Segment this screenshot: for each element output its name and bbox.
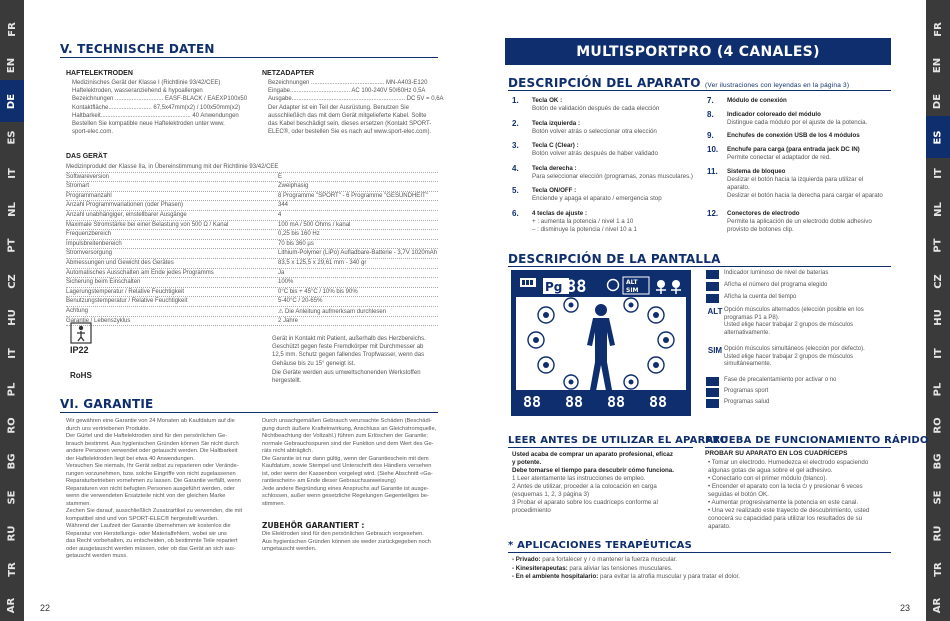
- spec-row: [66, 278, 438, 288]
- spec-key: Benutzungstemperatur / Relative Feuchtigkeit: [66, 298, 188, 305]
- spec-row: [66, 182, 438, 192]
- language-tab-label: SE: [6, 489, 18, 505]
- language-tab-label: ES: [932, 129, 944, 145]
- test-line: • Aumentar progresivamente la potencia en este canal.: [708, 499, 859, 506]
- item-description: Deslizar el botón hacia la derecha para cargar el aparato: [727, 192, 883, 199]
- spec-row: [66, 173, 438, 183]
- warranty-line: durch uns vertriebenen Produkte.: [66, 425, 151, 432]
- item-title: Tecla izquierda :: [532, 120, 581, 127]
- accessory-line: Die Elektroden sind für den persönlichen Gebrauch vorgesehen.: [262, 531, 424, 537]
- language-tab-label: AR: [6, 597, 18, 613]
- device-item: [707, 168, 897, 198]
- spec-key: Lagerungstemperatur / Relative Feuchtigkeit: [66, 288, 185, 295]
- item-number: 12.: [707, 209, 719, 218]
- spec-value: 0°C bis + 45°C / 10% bis 90%: [278, 288, 358, 295]
- language-tab-label: PT: [932, 237, 944, 253]
- item-number: 8.: [707, 110, 714, 119]
- item-title: Tecla C (Clear) :: [532, 142, 579, 149]
- accessory-line: umgetauscht werden.: [262, 546, 317, 552]
- accessory-line: Aus hygienischen Gründen können sie weder zurückgegeben noch: [262, 538, 431, 545]
- svg-text:Pg: Pg: [545, 280, 563, 294]
- spec-value: 2 Jahre: [278, 317, 299, 324]
- language-tab-label: FR: [6, 21, 18, 37]
- language-tab-label: SE: [932, 489, 944, 505]
- spec-value: 4: [278, 211, 282, 218]
- svg-text:88: 88: [566, 277, 587, 297]
- haftelektroden-line: sport-elec.com.: [72, 129, 114, 136]
- health-icon: [706, 399, 719, 408]
- language-tab-label: RU: [6, 525, 18, 541]
- item-number: 5.: [512, 186, 519, 195]
- warranty-line: rantieschein» am Ende dieser Gebrauchsanweisung): [262, 478, 396, 484]
- page-number-right: 23: [900, 603, 911, 613]
- spec-key: Stromart: [66, 183, 90, 190]
- legend-text: Afícha el número del programa elegido: [724, 282, 828, 288]
- item-description: aparato.: [727, 184, 750, 191]
- test-subtitle: PROBAR SU APARATO EN LOS CUADRÍCEPS: [705, 450, 848, 457]
- symbol-text-line: hergestellt.: [272, 378, 302, 385]
- warranty-line: Wir gewähren eine Garantie von 24 Monaten ab Kaufdatum auf die: [66, 418, 235, 424]
- language-tab-label: RU: [932, 525, 944, 541]
- spec-key: Stromversorgung: [66, 250, 113, 257]
- item-description: – : disminuye la potencia / nivel 10 a 1: [532, 226, 637, 233]
- language-tab-ar[interactable]: [0, 584, 24, 621]
- application-label: - Kinesiterapeutas:: [512, 564, 568, 572]
- item-description: Deslizar el botón hacia la izquierda para utilizar el: [727, 176, 864, 183]
- spec-row: [66, 249, 438, 259]
- spec-row: [66, 297, 438, 307]
- desc-title-text: DESCRIPCIÓN DEL APARATO: [508, 76, 701, 90]
- program-icon: [706, 282, 719, 291]
- warranty-line: wenn die verwendeten Ersatzteile nicht von der gleichen Marke: [66, 493, 226, 499]
- haftelektroden-line: Bestellen Sie kompatible neue Haftelektroden unter www.: [72, 121, 225, 127]
- device-spec-table: [66, 163, 438, 326]
- language-tab-label: FR: [932, 21, 944, 37]
- geraet-title: DAS GERÄT: [66, 153, 108, 160]
- item-description: Para seleccionar elección (programas, zonas musculares.): [532, 173, 693, 180]
- language-tab-label: IT: [932, 347, 944, 359]
- symbol-text-line: Die Geräte werden aus umweltschonenden Werkstoffen: [272, 370, 421, 376]
- netzadapter-line: das Kabel beschädigt sein, dieses ersetzen (Kontakt SPORT-: [268, 121, 432, 127]
- read-line: procedimiento: [512, 507, 551, 514]
- section-rule: [508, 266, 891, 267]
- application-text: para aliviar las tensiones musculares.: [567, 564, 673, 572]
- warranty-line: andere Personen verwendet oder getauscht werden. Die Haltbarkeit: [66, 448, 238, 454]
- section-rule: [508, 447, 693, 448]
- item-title: Enchufe para carga (para entrada jack DC IN): [727, 146, 860, 153]
- warranty-line: Kaufdatum, sowie Stempel und Unterschrift des Händlers versehen: [262, 463, 432, 469]
- spec-row: [66, 317, 438, 327]
- haftelektroden-line: Haftelektroden, wasseranziehend & hypoallergen: [72, 88, 203, 95]
- spec-row: [66, 221, 438, 231]
- spec-value: 100%: [278, 279, 294, 286]
- item-number: 6.: [512, 209, 519, 218]
- language-tab-label: EN: [932, 57, 944, 73]
- language-tab-ar[interactable]: [926, 584, 950, 621]
- language-tab-label: EN: [6, 57, 18, 73]
- warranty-line: stimmen.: [262, 500, 286, 507]
- warranty-line: normale Gebrauchsspuren sind der Funktion und dem Wert des Ge-: [262, 440, 434, 447]
- language-tab-label: AR: [932, 597, 944, 613]
- legend-text: programas P1 a P8).: [724, 314, 780, 321]
- warranty-line: getauscht werden muss.: [66, 553, 128, 559]
- legend-text: Opción músculos alternados (elección posible en los: [724, 307, 864, 313]
- item-title: Tecla derecha :: [532, 165, 577, 172]
- application-text: para fortalecer y / o mantener la fuerza muscular.: [540, 556, 678, 563]
- language-tab-label: HU: [932, 308, 944, 326]
- symbol-text-line: Gehäuse bis zu 15° geneigt ist.: [272, 360, 356, 367]
- item-title: 4 teclas de ajuste :: [532, 210, 588, 217]
- test-line: seguidas el botón OK.: [708, 491, 769, 498]
- language-tab-label: ES: [6, 129, 18, 145]
- warranty-line: Durch unsachgemäßen Gebrauch verursachte Schäden (Beschädi-: [262, 418, 432, 424]
- item-description: provisto de botones clip.: [727, 226, 794, 233]
- warranty-line: Die Garantie ist nur dann gültig, wenn der Garantieschein mit dem: [262, 455, 429, 462]
- netzadapter-line: Bezeichnungen ............................................ MN-A403-E120: [268, 80, 428, 86]
- spec-row: [66, 269, 438, 279]
- spec-row: [66, 192, 438, 202]
- item-number: 2.: [512, 119, 519, 128]
- section-title-leer: LEER ANTES DE UTILIZAR EL APARATO: [508, 435, 729, 446]
- legend-text: Indicador luminoso de nivel de baterías: [724, 270, 829, 276]
- warranty-line: Versuchen Sie niemals, Ihr Gerät selbst zu reparieren oder Verände-: [66, 463, 239, 469]
- item-description: Botón volver atrás o seleccionar otra elección: [532, 128, 657, 135]
- language-tab-label: IT: [6, 347, 18, 359]
- item-title: Tecla OK :: [532, 97, 563, 104]
- spec-value: Lithium-Polymer (LiPo) Aufladbare-Batterie - 3,7V 1020mAh: [278, 250, 438, 257]
- haftelektroden-line: Bezeichnungen ............................. EASF-BLACK / EAEXP100x50: [72, 96, 248, 103]
- spec-value: 70 bis 360 µs: [278, 240, 314, 247]
- device-item: [707, 210, 897, 240]
- language-tab-label: CZ: [6, 273, 18, 289]
- sim-icon: SIM: [707, 346, 723, 355]
- warranty-line: stammen.: [66, 500, 91, 507]
- language-tab-label: IT: [932, 167, 944, 179]
- warranty-line: Reparaturen von nicht befugten Personen ausgeführt werden, oder: [66, 485, 235, 492]
- section-title-aplicaciones: * APLICACIONES TERAPÉUTICAS: [508, 540, 692, 551]
- item-number: 11.: [707, 167, 718, 176]
- warranty-line: Reparaturbetrieben vornehmen zu lassen. Die Garantie verfällt, wenn: [66, 478, 241, 484]
- symbol-text-line: Geschützt gegen feste Fremdkörper mit Durchmesser ab: [272, 344, 424, 351]
- spec-row: [66, 201, 438, 211]
- svg-text:ALT: ALT: [626, 279, 638, 286]
- language-tab-label: PL: [932, 382, 944, 396]
- warranty-line: räts nicht abträglich.: [262, 448, 313, 454]
- lcd-segment-digits: 88: [565, 393, 584, 411]
- spec-value: Zweiphasig: [278, 183, 309, 190]
- netzadapter-title: NETZADAPTER: [262, 70, 315, 77]
- spec-key: Maximale Stromstärke bei einer Belastung von 500 Ω / Kanal: [66, 221, 229, 228]
- section-title-garantie: VI. GARANTIE: [60, 397, 154, 411]
- haftelektroden-line: Haltbarkeit...................................................... 40 Anwendungen: [72, 112, 239, 119]
- test-line: algunas gotas de agua sobre el gel adhesivo.: [708, 467, 833, 474]
- warmup-icon: [706, 377, 719, 386]
- lcd-screen-diagram: [511, 270, 691, 416]
- warranty-line: kompatibel sind und von SPORT-ELEC® hergestellt wurden.: [66, 515, 219, 522]
- legend-text: Fase de precalentamiento por activar o no: [724, 377, 837, 383]
- warranty-line: rungen vorzunehmen, bzw. solche Eingriffe von nicht zugelassenen: [66, 470, 236, 477]
- spec-key: Impulsbreitenbereich: [66, 240, 122, 247]
- read-line: Debe tomarse el tiempo para descubrir cómo funciona.: [512, 467, 674, 474]
- section-rule: [60, 57, 438, 58]
- sport-icon: [706, 388, 719, 397]
- spec-value: E: [278, 173, 283, 180]
- test-line: • Conectarlo con el primer módulo (blanco).: [708, 475, 828, 482]
- section-rule: [508, 90, 891, 91]
- spec-value: 8 Programme "SPORT" - 6 Programme "GESUNDHEIT": [278, 192, 428, 199]
- test-line: aparato.: [708, 523, 731, 530]
- symbol-text-line: 12,5 mm. Schutz gegen fallendes Tropfwasser, wenn das: [272, 352, 425, 359]
- item-description: Permite conectar el adaptador de red.: [727, 154, 831, 161]
- spec-value: 100 mA / 500 Ohms / kanal: [278, 221, 351, 228]
- netzadapter-line: Der Adapter ist ein Teil der Ausrüstung. Benutzen Sie: [268, 104, 409, 111]
- patient-contact-icon: [70, 322, 92, 344]
- read-line: (esquemas 1, 2, 3 página 3): [512, 491, 590, 498]
- warranty-line: schlossen, außer wenn gesetzliche Regelungen Gegenteiliges be-: [262, 493, 429, 499]
- language-tab-label: HU: [6, 308, 18, 326]
- spec-row: [66, 307, 438, 317]
- legend-text: Usted elige hacer trabajar 2 grupos de músculos: [724, 353, 854, 360]
- haftelektroden-line: Kontaktfläche.......................... 67,5x47mm(x2) / 100x50mm(x2): [72, 104, 241, 111]
- read-line: 2 Antes de utilizar, proceder a la colocación en carga: [512, 483, 657, 490]
- language-tab-label: PT: [6, 237, 18, 253]
- item-title: Módulo de conexión: [727, 97, 787, 104]
- application-text: para evitar la atrofia muscular y para tratar el dolor.: [598, 573, 740, 580]
- svg-text:SIM: SIM: [626, 287, 639, 294]
- spec-value: 344: [278, 202, 289, 209]
- item-description: + : aumenta la potencia / nivel 1 a 10: [532, 218, 634, 225]
- language-tab-label: IT: [6, 167, 18, 179]
- legend-text: Usted elige hacer trabajar 2 grupos de músculos: [724, 322, 854, 329]
- item-number: 4.: [512, 164, 519, 173]
- warranty-line: Reparatur von Herstellungs- oder Materialfehlern, wobei wir uns: [66, 530, 227, 537]
- lcd-segment-digits: 88: [523, 393, 542, 411]
- language-tab-label: NL: [6, 201, 18, 217]
- spec-row: [66, 163, 438, 173]
- ip-label: IP22: [70, 345, 89, 355]
- netzadapter-line: Ausgabe.................................................................... DC 5V = 0,6A: [268, 96, 444, 103]
- desc-note: (Ver ilustraciones con leyendas en la página 3): [705, 82, 850, 89]
- spec-key: Softwareversion: [66, 173, 110, 180]
- item-title: Sistema de bloqueo: [727, 168, 786, 175]
- item-number: 9.: [707, 131, 714, 140]
- device-item: [512, 210, 702, 240]
- netzadapter-line: ausschließlich das mit dem Gerät mitgelieferte Kabel. Sollte: [268, 112, 427, 119]
- spec-row: [66, 211, 438, 221]
- spec-value: ⚠ Die Anleitung aufmerksam durchlesen: [278, 308, 387, 315]
- spec-value: 0,25 bis 160 Hz: [278, 231, 320, 238]
- lcd-segment-digits: 88: [649, 393, 668, 411]
- spec-row: [66, 240, 438, 250]
- item-description: Botón volver atrás después de haber validado: [532, 150, 658, 157]
- warranty-line: Während der Laufzeit der Garantie übernehmen wir kostenlos die: [66, 523, 231, 529]
- language-tab-label: RO: [6, 416, 18, 434]
- section-title-descripcion-aparato: [508, 76, 849, 90]
- item-description: Enciende y apaga el aparato / emergencia stop: [532, 195, 662, 202]
- netzadapter-line: Eingabe.................................... AC 100-240V 50/60Hz 0,5A: [268, 88, 426, 95]
- read-line: 3 Probar el aparato sobre los cuadríceps conforme al: [512, 499, 658, 506]
- application-item: [512, 556, 677, 564]
- warranty-line: der Haftelektroden liegt bei etwa 40 Anwendungen.: [66, 455, 195, 462]
- language-tab-label: TR: [932, 561, 944, 577]
- read-line: y potente.: [512, 459, 542, 466]
- legend-text: Programas salud: [724, 399, 770, 405]
- legend-text: Programas sport: [724, 388, 769, 394]
- spec-key: Abmessungen und Gewicht des Gerätes: [66, 259, 174, 266]
- language-tab-label: BG: [6, 453, 18, 469]
- warranty-line: das Recht vorbehalten, zu entscheiden, ob bestimmte Teile repariert: [66, 538, 238, 544]
- warranty-line: Der Gürtel und die Haftelektroden sind für den persönlichen Ge-: [66, 433, 228, 439]
- language-tab-label: DE: [932, 93, 944, 109]
- spec-key: Anzahl unabhängiger, einstellbarer Ausgänge: [66, 211, 187, 218]
- timer-icon: [706, 294, 719, 303]
- spec-key: Sicherung beim Einschalten: [66, 279, 141, 286]
- read-line: 1 Leer atentamente las instrucciones de empleo.: [512, 475, 646, 482]
- language-tab-label: BG: [932, 453, 944, 469]
- warranty-line: gung durch äußere Krafteinwirkung, Anschluss an Gleichstromquelle,: [262, 425, 437, 432]
- product-banner: MULTISPORTPRO (4 CANALES): [505, 38, 891, 65]
- section-rule: [705, 447, 891, 448]
- item-number: 3.: [512, 141, 519, 150]
- warranty-line: Jede andere Begründung eines Anspruchs auf Garantie ist ausge-: [262, 485, 429, 492]
- spec-row: [66, 288, 438, 298]
- spec-key: Frequenzbereich: [66, 231, 112, 238]
- spec-row: [66, 259, 438, 269]
- language-tab-label: CZ: [932, 273, 944, 289]
- spec-key: Automatisches Ausschalten am Ende jedes Programms: [66, 269, 214, 276]
- test-line: • Una vez realizado este trayecto de descubrimiento, usted: [708, 507, 870, 514]
- language-tab-label: TR: [6, 561, 18, 577]
- warranty-line: brauch bestimmt. Aus hygienischen Gründen können Sie nicht durch: [66, 440, 239, 447]
- application-label: - En el ambiente hospitalario:: [512, 573, 599, 580]
- section-title-pantalla: DESCRIPCIÓN DE LA PANTALLA: [508, 252, 721, 266]
- language-tab-label: RO: [932, 416, 944, 434]
- page-number-left: 22: [40, 603, 51, 613]
- language-sidebar-left: [0, 0, 24, 621]
- netzadapter-line: ELEC®, oder bestellen Sie es nach auf www.sport-elec.com).: [268, 129, 432, 136]
- application-item: [512, 565, 673, 573]
- item-number: 10.: [707, 145, 719, 154]
- section-rule: [508, 552, 891, 553]
- section-title-prueba: PRUEBA DE FUNCIONAMIENTO RÁPIDO: [705, 435, 929, 446]
- item-title: Enchufes de conexión USB de los 4 módulos: [727, 132, 860, 139]
- test-line: conocerá su capacidad para utilizar los resultados de su: [708, 515, 863, 522]
- warranty-line: ist, oder wenn der Kassenbon vorgelegt wird. (Siehe Abschnitt «Ga-: [262, 470, 433, 477]
- spec-value: 5-40°C / 20-65%: [278, 298, 323, 305]
- legend-text: alternativamente.: [724, 329, 771, 336]
- spec-row: [66, 230, 438, 240]
- accessory-title: ZUBEHÖR GARANTIERT :: [262, 521, 365, 530]
- item-number: 1.: [512, 96, 519, 105]
- warranty-line: Nichtbeachtung der Voltzahl.) führen zum Erlöschen der Garantie;: [262, 433, 428, 439]
- haftelektroden-title: HAFTELEKTRODEN: [66, 70, 133, 77]
- haftelektroden-line: Medizinisches Gerät der Klasse I (Richtlinie 93/42/CEE): [72, 80, 221, 86]
- rohs-label: RoHS: [70, 371, 92, 380]
- item-title: Indicador coloreado del módulo: [727, 111, 821, 118]
- warranty-line: oder ausgetauscht werden müssen, oder ob das Gerät an sich aus-: [66, 545, 236, 552]
- spec-value: Ja: [278, 269, 285, 276]
- test-line: • Tomar un electrodo. Humedezca el electrodo espaciendo: [708, 459, 869, 466]
- read-line: Usted acaba de comprar un aparato profesional, eficaz: [512, 451, 673, 458]
- section-title-technische-daten: V. TECHNISCHE DATEN: [60, 42, 215, 56]
- application-item: [512, 573, 740, 581]
- alt-icon: ALT: [707, 307, 723, 316]
- item-number: 7.: [707, 96, 714, 105]
- lcd-segment-digits: 88: [607, 393, 626, 411]
- language-tab-label: DE: [6, 93, 18, 109]
- legend-text: Afícha la cuenta del tiempo: [724, 294, 797, 300]
- warranty-line: Zechen Sie darauf, ausschließlich Zusatzartikel zu verwenden, die mit: [66, 508, 243, 514]
- symbol-text-line: Gerät in Kontakt mit Patient, außerhalb des Herzbereichs.: [272, 336, 426, 342]
- legend-text: simultáneamente.: [724, 361, 772, 368]
- section-rule: [60, 412, 438, 413]
- spec-key: Anzahl Programmvariationen (oder Phasen): [66, 202, 184, 209]
- item-description: Permite la aplicación de un electrodo doble adhesivo: [727, 218, 872, 225]
- spec-key: Garantie / Lebenszyklus: [66, 317, 131, 324]
- legend-text: Opción músculos simultáneos (elección por defecto).: [724, 346, 865, 352]
- battery-icon: [706, 270, 719, 279]
- spec-key: Achtung: [66, 307, 89, 314]
- spec-key: Medizinprodukt der Klasse IIa, in Übereinstimmung mit der Richtlinie 93/42/CEE: [66, 164, 279, 170]
- item-description: Distingue cada módulo por el ajuste de la potencia.: [727, 119, 868, 126]
- language-tab-label: PL: [6, 382, 18, 396]
- item-title: Tecla ON/OFF :: [532, 187, 577, 194]
- item-description: Botón de validación después de cada elección: [532, 105, 660, 112]
- spec-value: 83,5 x 125,5 x 29,61 mm - 340 gr: [278, 259, 367, 266]
- spec-key: Programmanzahl: [66, 192, 112, 199]
- application-label: - Privado:: [512, 556, 541, 563]
- language-tab-label: NL: [932, 201, 944, 217]
- test-line: • Encender el aparato con la tecla ⏻ y presionar 6 veces: [708, 483, 863, 490]
- item-title: Conectores de electrodo: [727, 210, 800, 217]
- language-sidebar-right: [926, 0, 950, 621]
